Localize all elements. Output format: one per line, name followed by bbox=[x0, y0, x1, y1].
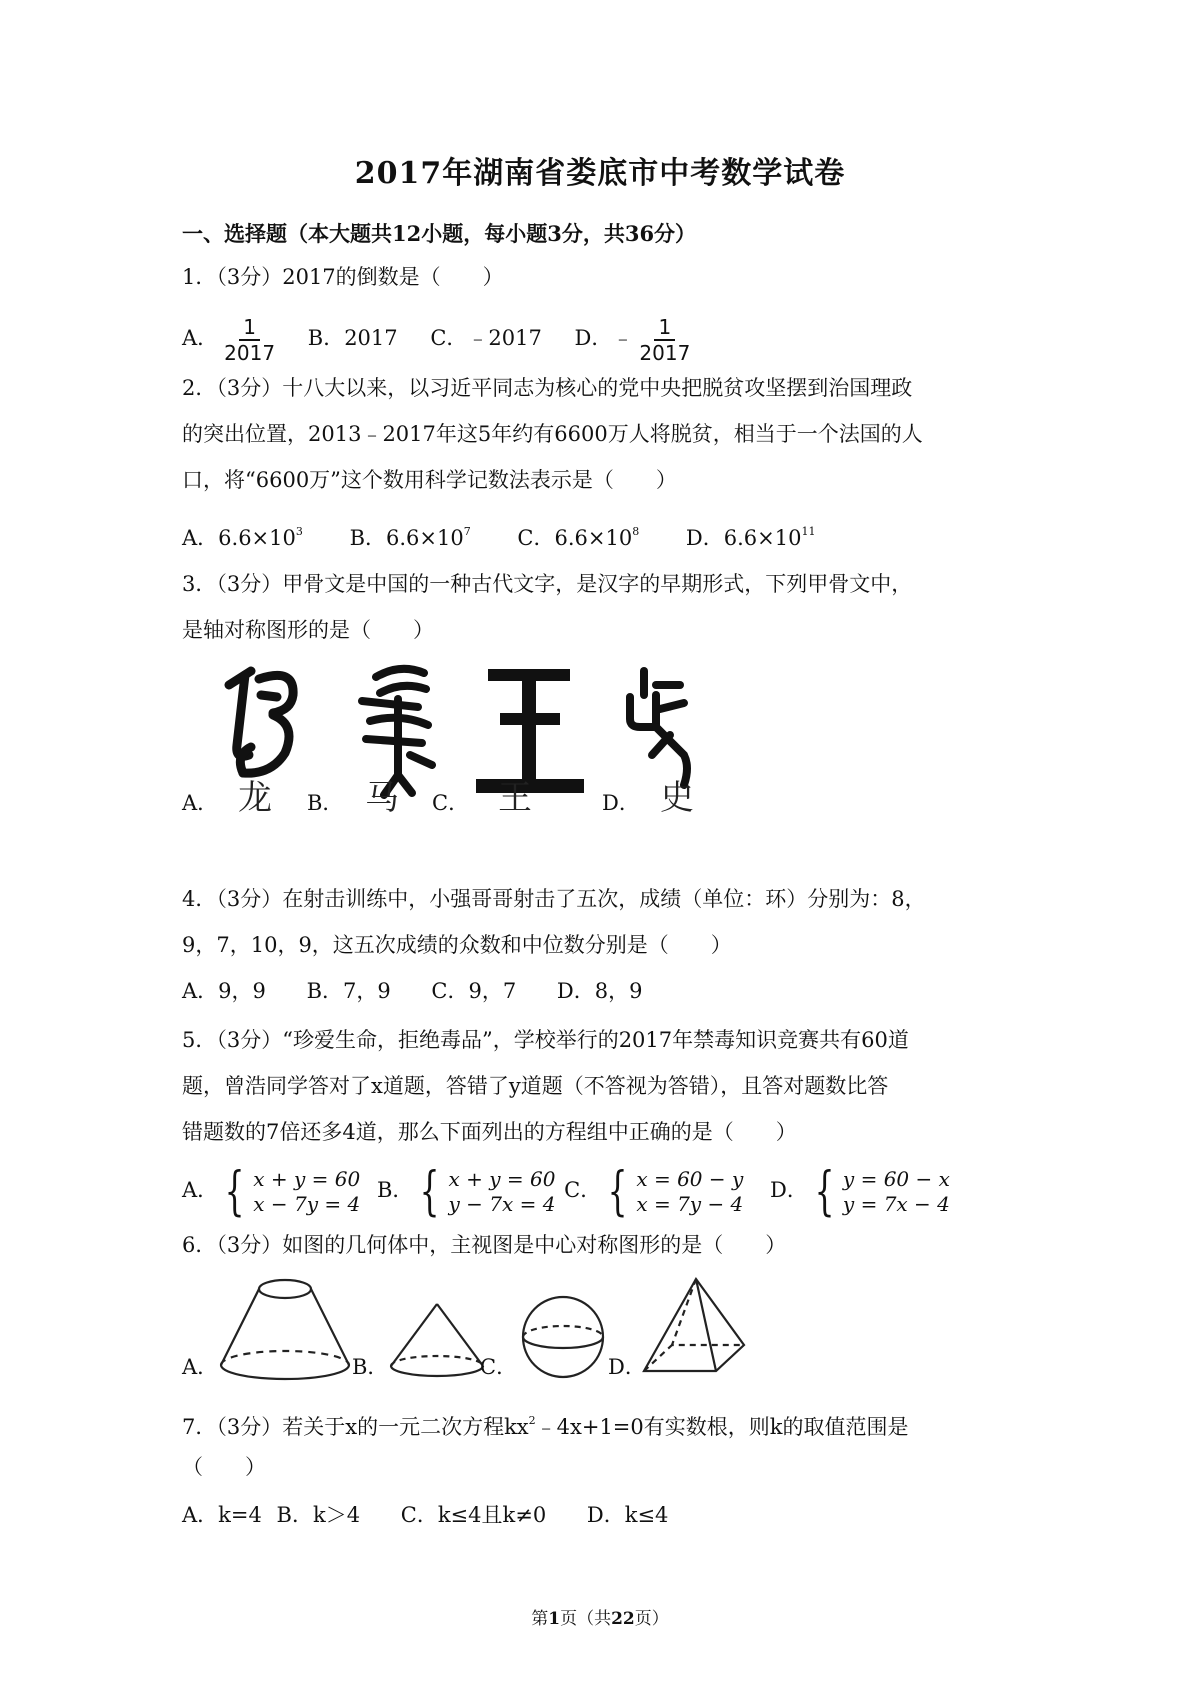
option-text: C．6.6×10 bbox=[517, 526, 633, 550]
q2-option-c bbox=[517, 517, 639, 553]
equation-row: x + y = 60 bbox=[253, 1166, 361, 1191]
sphere-figure bbox=[518, 1292, 608, 1382]
fraction-denominator: 2017 bbox=[639, 340, 691, 365]
q3-option-a: A． bbox=[182, 791, 219, 815]
equation-row: y − 7x = 4 bbox=[448, 1191, 556, 1216]
q7-option-b: B．k＞4 bbox=[276, 1503, 361, 1527]
q3-option-b: B． bbox=[307, 791, 344, 815]
q5-line-1: 5．（3分）“珍爱生命，拒绝毒品”，学校举行的2017年禁毒知识竞赛共有60道 bbox=[182, 1028, 909, 1052]
section-heading: 一、选择题（本大题共12小题，每小题3分，共36分） bbox=[182, 221, 697, 246]
exponent: 7 bbox=[463, 525, 471, 538]
q1-option-d-fraction bbox=[639, 315, 690, 365]
equation-row: x = 60 − y bbox=[636, 1166, 744, 1191]
q6-option-a: A． bbox=[182, 1355, 219, 1379]
q1-stem: 1．（3分）2017的倒数是（ ） bbox=[182, 265, 504, 289]
page-total: 22 bbox=[611, 1609, 635, 1629]
exponent: 8 bbox=[632, 525, 640, 538]
q3-line-1: 3．（3分）甲骨文是中国的一种古代文字，是汉字的早期形式，下列甲骨文中， bbox=[182, 572, 913, 596]
q2-option-b bbox=[350, 517, 471, 553]
q6-option-c: C． bbox=[480, 1355, 518, 1379]
q7-text-start: 7．（3分）若关于x的一元二次方程kx bbox=[182, 1415, 529, 1439]
q1-option-c: C．﹣2017 bbox=[430, 326, 542, 350]
q4-option-d: D．8，9 bbox=[556, 979, 643, 1003]
equation-row: y = 60 − x bbox=[842, 1166, 950, 1191]
q5-option-b-system bbox=[413, 1161, 556, 1222]
q2-line-3: 口，将“6600万”这个数用科学记数法表示是（ ） bbox=[182, 468, 677, 492]
q7-text-end: ﹣4x+1=0有实数根，则k的取值范围是 bbox=[535, 1415, 909, 1439]
exponent: 11 bbox=[801, 525, 816, 538]
q3-option-d: D． bbox=[602, 791, 640, 815]
brace-icon: { bbox=[814, 1161, 835, 1222]
q4-line-1: 4．（3分）在射击训练中，小强哥哥射击了五次，成绩（单位：环）分别为：8， bbox=[182, 887, 926, 911]
glyph-caption-b: 马 bbox=[365, 778, 399, 818]
q2-line-2: 的突出位置，2013﹣2017年这5年约有6600万人将脱贫，相当于一个法国的人 bbox=[182, 422, 923, 446]
fraction-denominator: 2017 bbox=[224, 340, 276, 365]
frustum-figure bbox=[215, 1275, 355, 1385]
footer-text: 页） bbox=[634, 1609, 669, 1629]
equation-row: x = 7y − 4 bbox=[636, 1191, 744, 1216]
page-title: 2017年湖南省娄底市中考数学试卷 bbox=[354, 156, 846, 191]
page-number: 1 bbox=[548, 1609, 561, 1629]
q5-option-a-label: A． bbox=[182, 1178, 219, 1202]
q6-option-d: D． bbox=[608, 1355, 646, 1379]
footer-text: 第 bbox=[531, 1609, 549, 1629]
q5-option-d-system bbox=[808, 1161, 950, 1222]
q2-options bbox=[182, 517, 841, 553]
q5-line-2: 题，曾浩同学答对了x道题，答错了y道题（不答视为答错），且答对题数比答 bbox=[182, 1074, 889, 1098]
q4-option-a: A．9，9 bbox=[182, 979, 266, 1003]
equation-row: y = 7x − 4 bbox=[842, 1191, 950, 1216]
q5-option-d-label: D． bbox=[769, 1178, 808, 1202]
glyph-caption-d: 史 bbox=[660, 778, 694, 818]
q2-line-1: 2．（3分）十八大以来，以习近平同志为核心的党中央把脱贫攻坚摆到治国理政 bbox=[182, 376, 913, 400]
q4-option-b: B．7，9 bbox=[306, 979, 391, 1003]
glyph-caption-a: 龙 bbox=[238, 778, 272, 818]
q6-option-b: B． bbox=[352, 1355, 389, 1379]
option-text: B．6.6×10 bbox=[349, 526, 464, 550]
exponent: 2 bbox=[528, 1414, 536, 1427]
page-footer bbox=[0, 1604, 1200, 1629]
q7-line-1 bbox=[182, 1406, 908, 1442]
q7-line-2: （ ） bbox=[182, 1455, 266, 1479]
cone-figure bbox=[387, 1300, 487, 1380]
exponent: 3 bbox=[295, 525, 303, 538]
q1-option-a-label: A． bbox=[182, 326, 219, 350]
fraction-numerator: 1 bbox=[654, 315, 675, 341]
q7-option-d: D．k≤4 bbox=[586, 1503, 669, 1527]
q7-option-a: A．k=4 bbox=[182, 1503, 262, 1527]
q3-line-2: 是轴对称图形的是（ ） bbox=[182, 618, 434, 642]
pyramid-figure bbox=[640, 1275, 750, 1385]
q3-option-c: C． bbox=[432, 791, 470, 815]
q2-option-d bbox=[686, 517, 816, 553]
brace-icon: { bbox=[607, 1161, 628, 1222]
q4-options bbox=[182, 976, 668, 1006]
q5-option-c-system bbox=[601, 1161, 744, 1222]
option-text: D．6.6×10 bbox=[685, 526, 802, 550]
brace-icon: { bbox=[224, 1161, 245, 1222]
q5-option-c-label: C． bbox=[564, 1178, 602, 1202]
q5-option-a-system bbox=[218, 1161, 361, 1222]
q1-option-b: B．2017 bbox=[307, 326, 398, 350]
equation-row: x − 7y = 4 bbox=[253, 1191, 361, 1216]
fraction-numerator: 1 bbox=[239, 315, 260, 341]
q1-options bbox=[182, 312, 696, 365]
q4-option-c: C．9，7 bbox=[431, 979, 517, 1003]
q1-option-d-label: D．﹣ bbox=[574, 326, 634, 350]
q7-options bbox=[182, 1500, 694, 1530]
q1-option-a-fraction bbox=[224, 315, 275, 365]
equation-row: x + y = 60 bbox=[448, 1166, 556, 1191]
q5-line-3: 错题数的7倍还多4道，那么下面列出的方程组中正确的是（ ） bbox=[182, 1120, 797, 1144]
option-text: A．6.6×10 bbox=[182, 526, 296, 550]
q7-option-c: C．k≤4且k≠0 bbox=[400, 1503, 547, 1527]
glyph-caption-c: 王 bbox=[498, 778, 532, 818]
q5-option-b-label: B． bbox=[376, 1178, 414, 1202]
q2-option-a bbox=[182, 517, 303, 553]
q6-stem: 6．（3分）如图的几何体中，主视图是中心对称图形的是（ ） bbox=[182, 1233, 787, 1257]
q4-line-2: 9，7，10，9，这五次成绩的众数和中位数分别是（ ） bbox=[182, 933, 732, 957]
footer-text: 页（共 bbox=[560, 1609, 612, 1629]
q5-options bbox=[182, 1161, 952, 1222]
brace-icon: { bbox=[419, 1161, 440, 1222]
